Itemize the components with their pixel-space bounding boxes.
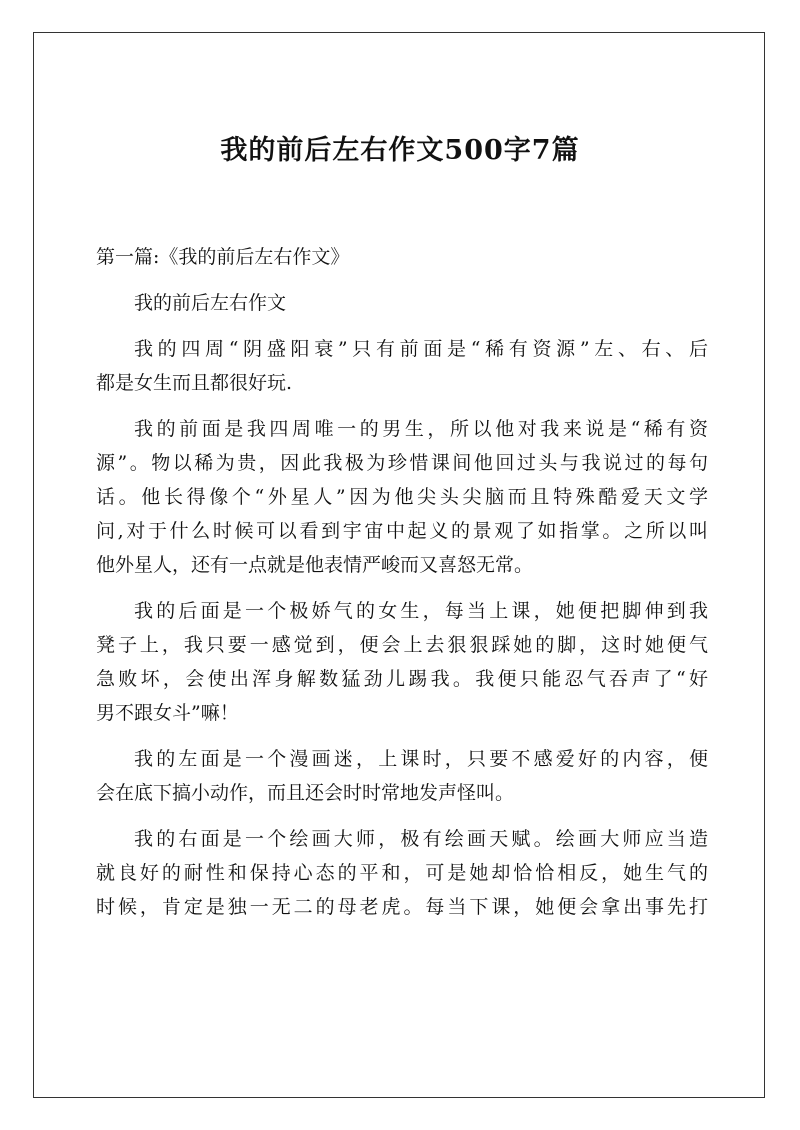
paragraph-2: [96, 412, 708, 582]
paragraph-line: 我的右面是一个绘画大师，极有绘画天赋。绘画大师应当造: [134, 828, 708, 850]
document-body: [96, 240, 708, 936]
paragraph-line: 都是女生而且都很好玩.: [96, 372, 293, 394]
paragraph-line: 男不跟女斗”嘛！: [96, 702, 239, 724]
paragraph-line: 我的左面是一个漫画迷，上课时，只要不感爱好的内容，便: [134, 748, 708, 770]
paragraph-line: 我的四周“阴盛阳衰”只有前面是“稀有资源”左、右、后: [134, 338, 708, 360]
paragraph-line: 就良好的耐性和保持心态的平和，可是她却恰恰相反，她生气的: [96, 862, 708, 884]
paragraph-1: [96, 332, 708, 400]
paragraph-4: [96, 742, 708, 810]
paragraph-line: 我的前面是我四周唯一的男生，所以他对我来说是“稀有资: [134, 418, 708, 440]
paragraph-line: 时候，肯定是独一无二的母老虎。每当下课，她便会拿出事先打: [96, 896, 708, 918]
document-title: 我的前后左右作文500字7篇: [220, 135, 580, 166]
paragraph-line: 他外星人，还有一点就是他表情严峻而又喜怒无常。: [96, 554, 534, 576]
paragraph-line: 话。他长得像个“外星人”因为他尖头尖脑而且特殊酷爱天文学: [96, 486, 708, 508]
paragraph-line: 我的后面是一个极娇气的女生，每当上课，她便把脚伸到我: [134, 600, 708, 622]
paragraph-line: 凳子上，我只要一感觉到，便会上去狠狠踩她的脚，这时她便气: [96, 634, 708, 656]
section-heading: 第一篇:《我的前后左右作文》: [96, 246, 350, 268]
paragraph-line: 问,对于什么时候可以看到宇宙中起义的景观了如指掌。之所以叫: [96, 520, 708, 542]
paragraph-line: 会在底下搞小动作，而且还会时时常地发声怪叫。: [96, 782, 515, 804]
paragraph-5: [96, 822, 708, 924]
paragraph-line: 源”。物以稀为贵，因此我极为珍惜课间他回过头与我说过的每句: [96, 452, 708, 474]
paragraph-3: [96, 594, 708, 730]
essay-title: 我的前后左右作文: [134, 292, 287, 314]
paragraph-line: 急败坏，会使出浑身解数猛劲儿踢我。我便只能忍气吞声了“好: [96, 668, 708, 690]
